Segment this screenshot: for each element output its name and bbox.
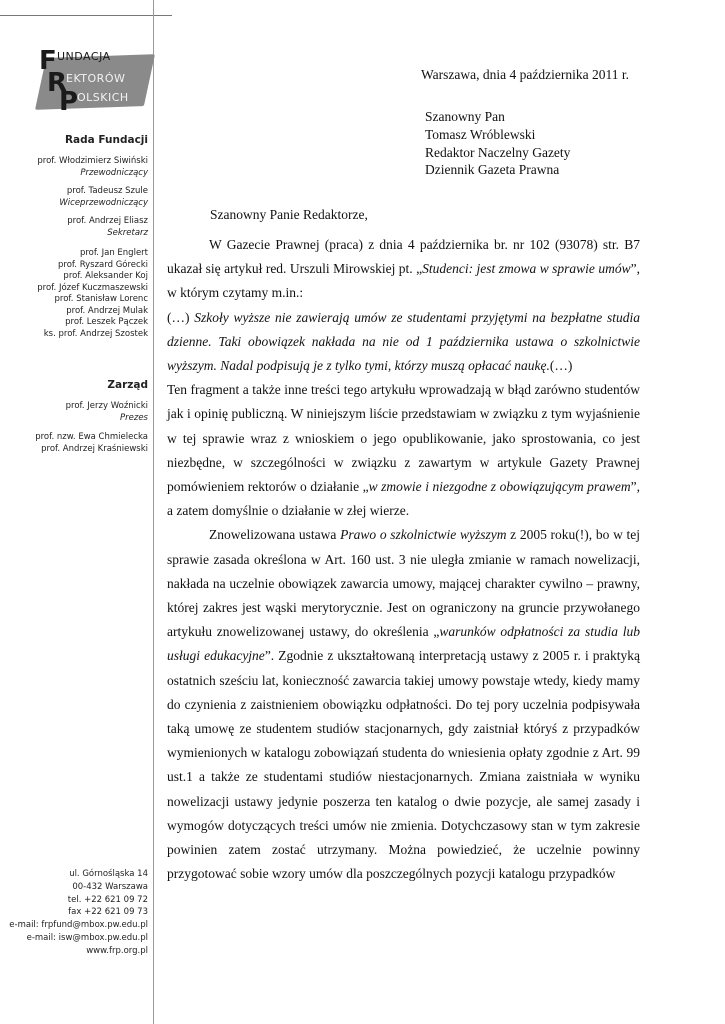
logo-word-2: EKTORÓW [66,72,126,85]
recipient-line: Dziennik Gazeta Prawna [425,162,560,178]
text-run: ”, w którym czytamy m.in.: [167,261,640,301]
quotation [167,306,640,379]
quoted-text: Szkoły wyższe nie zawierają umów ze studentami przyjętymi na bezpłatne studia dzienne. Taki obowiązek nakłada na nie od 1 października ustawa o szkolnictwie wyższym. Nadal podpisują je z tylko tymi, którzy muszą opłacać naukę. [167,309,640,374]
council-member: ks. prof. Andrzej Szostek [43,328,148,339]
council-member: prof. Tadeusz Szule [66,186,148,196]
foundation-logo [33,44,158,117]
text-run: (…) [549,358,573,374]
recipient-line: Szanowny Pan [425,109,505,124]
recipient-line: Redaktor Naczelny Gazety [425,144,571,160]
council-member: prof. Leszek Pączek [65,317,148,327]
recipient-block [425,108,570,179]
council-member: prof. Włodzimierz Siwiński [37,156,148,166]
quoted-phrase: warunków odpłatności za studia lub usługi edukacyjne [167,624,640,664]
council-title: Rada Fundacji [64,134,148,146]
address-city: 00-432 Warszawa [72,881,148,892]
law-title: Prawo o szkolnictwie wyższym [340,527,507,543]
council-member: prof. Józef Kuczmaszewski [37,282,148,293]
logo-letter-f: F [39,46,57,76]
paragraph-2 [167,378,640,523]
address-street: ul. Górnośląska 14 [69,869,148,879]
text-run: z 2005 roku(!), bo w tej sprawie zasada określona w Art. 160 ust. 3 nie uległa zmianie w ramach nowelizacji, nakłada na uczelnie obowiązek zawarcia umowy, mającej charakter cywilno – prawny, której zakres jest wąski merytorycznie. Jest on ograniczony na gruncie przywołanego artykułu znowelizowanej ustawy, do określenia „ [167,527,641,640]
contact-address [9,868,148,958]
paragraph-3 [167,523,640,886]
logo-letter-p: P [59,87,79,117]
salutation: Szanowny Panie Redaktorze, [210,207,368,222]
text-run: ”, a zatem domyślnie o działanie w złej wierze. [167,479,640,519]
council-role: Wiceprzewodniczący [59,197,148,208]
council-member: prof. Ryszard Górecki [58,259,148,270]
board-member: prof. Jerzy Woźnicki [65,401,148,411]
quoted-phrase: w zmowie i niezgodne z obowiązującym prawem [368,479,631,495]
council-member: prof. Aleksander Koj [63,271,148,281]
text-run: Znowelizowana ustawa [209,527,341,543]
text-run: ”. Zgodnie z ukształtowaną interpretacją ustawy z 2005 r. i praktyką ostatnich sześciu lat, konieczność zawarcia takiej umowy powstaje wtedy, kiedy mamy do czynienia z zaistnieniem obowiązku odpłatności. Do tej pory uczelnia podpisywała taką umowę ze studentem studiów stacjonarnych, gdy zaistniał któryś z przypadków wymienionych w katalogu zobowiązań studenta do wniesienia opłaty zgodnie z Art. 99 ust.1 a także ze studentami studiów niestacjonarnych. Zmiana zaistniała w wyniku nowelizacji ustawy jedynie poszerza ten katalog o dwie pozycje, ale samej zasady i wymogów dotyczących treści umów nie zmienia. Dotychczasowy stan w tym zakresie powinien zatem zostać utrzymany. Można powiedzieć, że uczelnie powinny przygotować sobie wzory umów dla poszczególnych pozycji katalogu przypadków [167,648,641,882]
text-run: (…) [167,309,195,325]
recipient-line: Tomasz Wróblewski [425,126,536,142]
council-member: prof. Andrzej Mulak [66,305,148,316]
address-website[interactable]: www.frp.org.pl [86,945,148,956]
letter-body [167,233,640,886]
paragraph-1 [167,233,640,306]
council-member: prof. Jan Englert [79,248,148,258]
address-email[interactable]: e-mail: frpfund@mbox.pw.edu.pl [9,920,148,931]
top-rule [0,15,172,16]
board-role: Prezes [120,412,148,423]
board-member: prof. Andrzej Kraśniewski [41,443,148,454]
logo-word-3: OLSKICH [77,91,129,104]
sidebar-divider [153,0,154,1024]
board-member: prof. nzw. Ewa Chmielecka [35,432,148,442]
article-title: Studenci: jest zmowa w sprawie umów [422,261,631,277]
council-role: Przewodniczący [80,167,148,178]
text-run: W Gazecie Prawnej (praca) z dnia 4 października br. nr 102 (93078) str. B7 ukazał się artykuł red. Urszuli Mirowskiej pt. „ [167,237,640,277]
board-title: Zarząd [107,379,148,391]
council-block [37,134,148,340]
logo-word-1: UNDACJA [57,50,111,63]
board-block [35,379,148,455]
council-role: Sekretarz [107,227,148,238]
text-run: Ten fragment a także inne treści tego artykułu wprowadzają w błąd zarówno studentów jak i opinię publiczną. W niniejszym liście przedstawiam w związku z tym wyjaśnienie w tej sprawie wraz z wnioskiem o jego opublikowanie, jako sprostowania, co jest niezbędne, w szczególności w związku z zawartym w artykule Gazety Prawnej pomówieniem rektorów o działanie „ [167,382,640,495]
address-fax: fax +22 621 09 73 [68,907,148,918]
council-member: prof. Stanisław Lorenc [54,294,148,304]
address-email[interactable]: e-mail: isw@mbox.pw.edu.pl [26,932,148,943]
logo-letter-r: R [47,68,68,98]
address-phone: tel. +22 621 09 72 [67,894,148,905]
council-member: prof. Andrzej Eliasz [67,216,148,226]
letter-date: Warszawa, dnia 4 października 2011 r. [421,67,629,82]
